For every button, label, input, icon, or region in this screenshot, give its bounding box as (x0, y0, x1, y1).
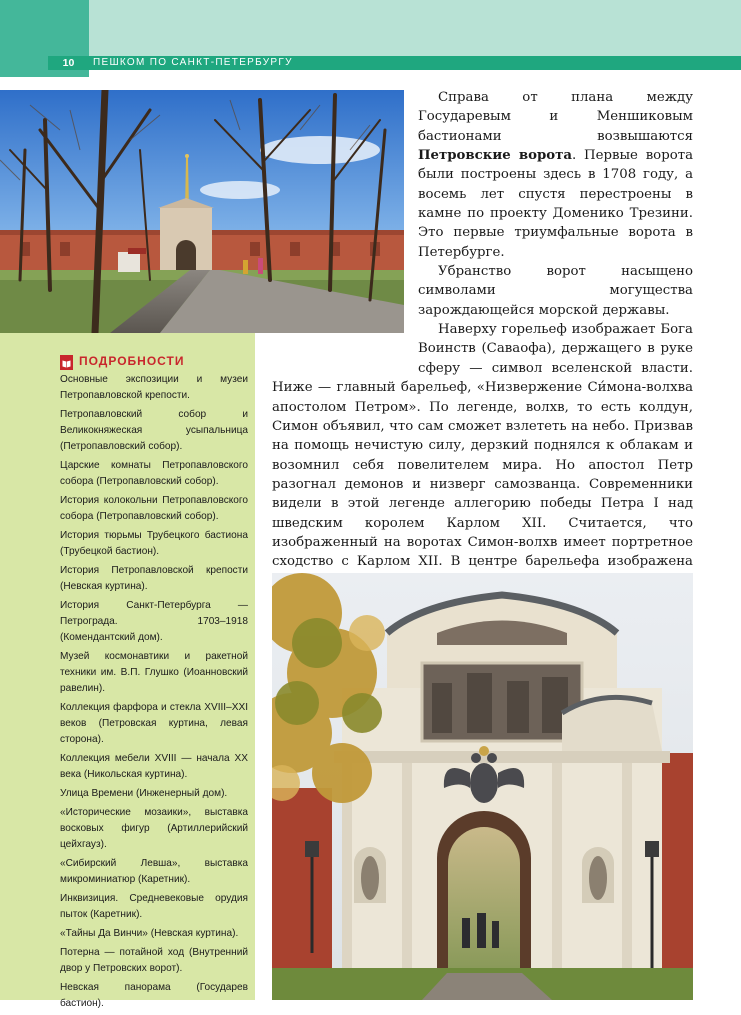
sidebar-list-item: Невская панорама (Государев бастион). (60, 982, 248, 1009)
sidebar-list-item: Улица Времени (Инженерный дом). (60, 788, 228, 799)
sidebar-list-item: Коллекция фарфора и стекла XVIII–XXI веков (Петровская куртина, левая сторона). (60, 702, 248, 745)
sidebar-list-item: Коллекция мебели XVIII — начала XX века (Никольская куртина). (60, 753, 248, 780)
sidebar-list-item: «Тайны Да Винчи» (Невская куртина). (60, 928, 239, 939)
main-article (272, 88, 693, 570)
sidebar-list-item: История тюрьмы Трубецкого бастиона (Трубецкой бастион). (60, 530, 248, 557)
sidebar-list-item: Петропавловский собор и Великокняжеская усыпальница (Петропавловский собор). (60, 409, 248, 452)
paragraph-3: Наверху горельеф изображает Бога Воинств (Саваофа), держащего в руке сферу — символ вселенской власти. Ниже — главный барельеф, «Низвержение Си́мона-волхва апостолом Петром». По легенде, волхв, то есть колдун, Симон объявил, что сам сможет взлететь на небо. Призвав на помощь нечистую силу, дерзкий поднялся к облакам и возомнил себя повелителем мира. Но апостол Петр разогнал демонов и низверг самозванца. Современники видели в этой легенде аллегорию победы Петра I над шведским королем Карлом XII. Считается, что изображенный на воротах Симон-волхв имеет портретное сходство с Карлом XII. В центре барельефа изображена (272, 322, 693, 570)
header-right-block (89, 0, 741, 56)
sidebar-list-item: Потерна — потайной ход (Внутренний двор у Петровских ворот). (60, 947, 248, 974)
section-title: ПЕШКОМ ПО САНКТ-ПЕТЕРБУРГУ (93, 57, 293, 68)
sidebar-list-item: История Санкт-Петербурга — Петрограда. 1703–1918 (Комендантский дом). (60, 600, 248, 643)
petrovsky-gate-term: Петровские ворота (418, 148, 572, 164)
sidebar-heading (60, 354, 184, 368)
paragraph-1-start: Справа от плана между Государевым и Меншиковым бастионами возвышаются (418, 90, 693, 144)
book-icon (60, 355, 73, 368)
sidebar-list-item: Музей космонавтики и ракетной техники им. В.П. Глушко (Иоанновский равелин). (60, 651, 248, 694)
text-wrap-spacer (272, 88, 418, 361)
petrovsky-gate-photo (272, 573, 693, 1000)
sidebar-list-item: История Петропавловской крепости (Невская куртина). (60, 565, 248, 592)
sidebar-list-item: Инквизиция. Средневековые орудия пыток (Каретник). (60, 893, 248, 920)
paragraph-2: Убранство ворот насыщено символами могущества зарождающейся морской державы. (418, 264, 693, 318)
sidebar-list-item: Царские комнаты Петропавловского собора (Петропавловский собор). (60, 460, 248, 487)
sidebar-title: ПОДРОБНОСТИ (79, 354, 185, 368)
sidebar-list (60, 372, 248, 1015)
page-number: 10 (48, 56, 89, 70)
paragraph-1-end: . Первые ворота были построены здесь в 1708 году, а восемь лет спустя перестроены в камне по проекту Доменико Трезини. Это первые триумфальные ворота в Петербурге. (418, 148, 693, 260)
sidebar-list-item: «Исторические мозаики», выставка восковых фигур (Артиллерийский цейхгауз). (60, 807, 248, 850)
sidebar-list-item: Основные экспозиции и музеи Петропавловской крепости. (60, 374, 248, 401)
sidebar-list-item: «Сибирский Левша», выставка микроминиатюр (Каретник). (60, 858, 248, 885)
sidebar-list-item: История колокольни Петропавловского собора (Петропавловский собор). (60, 495, 248, 522)
